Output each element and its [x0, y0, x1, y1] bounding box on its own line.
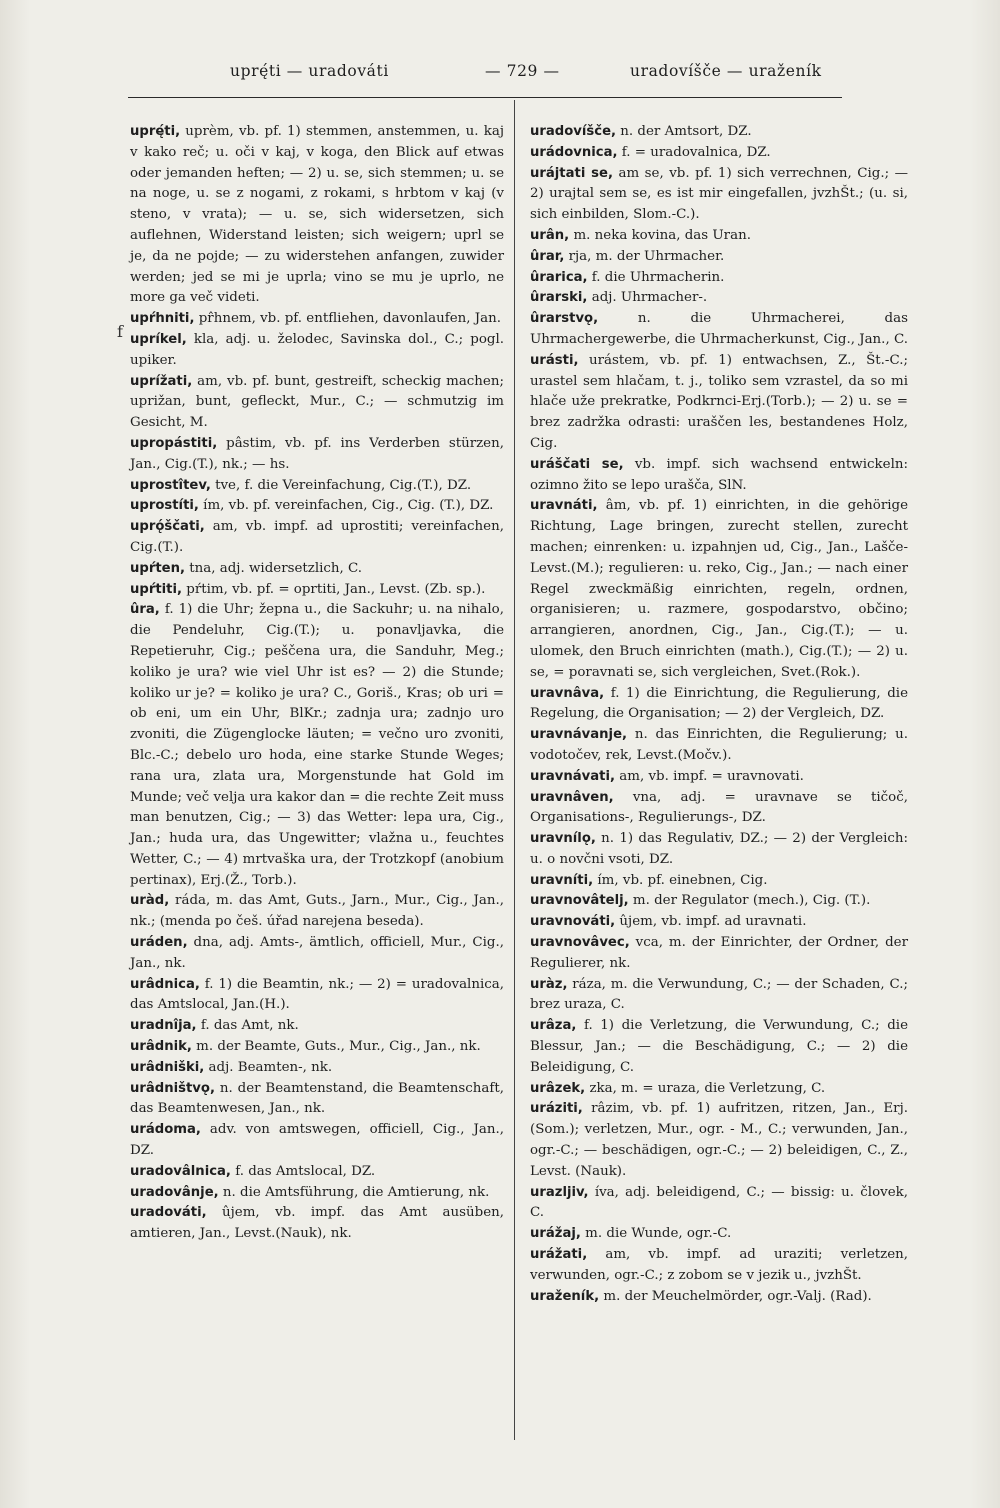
entry-definition: ím, vb. pf. einebnen, Cig. — [593, 872, 768, 888]
entry-definition: adj. Uhrmacher-. — [587, 290, 708, 306]
entry-headword: uravnávati, — [530, 768, 616, 784]
dictionary-entry — [130, 1183, 504, 1204]
entry-headword: uradovânje, — [130, 1184, 219, 1200]
entry-definition: m. die Wunde, ogr.-C. — [580, 1226, 732, 1242]
entry-definition: n. der Amtsort, DZ. — [616, 124, 752, 139]
entry-definition: kla, adj. u. želodec, Savinska dol., C.; pogl. upiker. — [130, 331, 504, 368]
entry-headword: uradnîja, — [130, 1018, 197, 1034]
entry-definition: ûjem, vb. impf. ad uravnati. — [615, 914, 807, 930]
entry-headword: ûrarstvǫ, — [530, 311, 599, 327]
entry-definition: f. 1) die Verletzung, die Verwundung, C.; die Blessur, Jan.; — die Beschädigung, C.; — 2) die Beleidigung, C. — [530, 1018, 908, 1075]
entry-definition: am, vb. impf. = uravnovati. — [615, 768, 804, 784]
entry-headword: urásti, — [530, 352, 579, 368]
entry-headword: urâdništvǫ, — [130, 1080, 215, 1096]
entry-headword: uprížati, — [130, 373, 193, 389]
running-header — [200, 62, 860, 88]
entry-definition: n. die Uhrmacherei, das Uhrmachergewerbe, die Uhrmacherkunst, Cig., Jan., C. — [530, 311, 908, 347]
dictionary-entry — [130, 559, 504, 580]
dictionary-entry — [130, 975, 504, 1017]
entry-definition: am, vb. impf. ad uprostiti; vereinfachen, Cig.(T.). — [130, 519, 504, 555]
dictionary-entry — [130, 1016, 504, 1037]
entry-headword: uráziti, — [530, 1101, 583, 1117]
dictionary-entry — [530, 1245, 908, 1287]
entry-headword: uravnovâtelj, — [530, 893, 629, 909]
entry-definition: rja, m. der Uhrmacher. — [564, 248, 725, 264]
entry-headword: uràz, — [530, 976, 568, 992]
header-left-guide: uprę́ti — uradováti — [230, 62, 389, 80]
dictionary-entry — [130, 1120, 504, 1162]
entry-definition: f. 1) die Einrichtung, die Regulierung, die Regelung, die Organisation; — 2) der Vergleich, DZ. — [530, 685, 908, 722]
page-number: — 729 — — [485, 62, 560, 80]
dictionary-entry — [130, 372, 504, 434]
dictionary-entry — [530, 226, 908, 247]
entry-headword: upríkel, — [130, 331, 187, 347]
entry-headword: urâdnica, — [130, 976, 200, 992]
entry-definition: n. das Einrichten, die Regulierung; u. vodotočev, rek, Levst.(Močv.). — [530, 727, 908, 763]
dictionary-entry — [130, 891, 504, 933]
entry-definition: f. die Uhrmacherin. — [587, 269, 725, 285]
dictionary-entry — [130, 330, 504, 372]
entry-definition: zka, m. = uraza, die Verletzung, C. — [585, 1080, 826, 1096]
dictionary-entry — [130, 1162, 504, 1183]
dictionary-entry — [530, 288, 908, 309]
entry-definition: f. das Amtslocal, DZ. — [230, 1163, 376, 1179]
entry-definition: m. der Meuchelmörder, ogr.-Valj. (Rad). — [599, 1288, 872, 1304]
entry-headword: uravnávanje, — [530, 727, 628, 743]
entry-headword: uravnâva, — [530, 685, 605, 701]
entry-headword: uravnováti, — [530, 914, 616, 930]
entry-definition: ûjem, vb. impf. das Amt ausüben, amtieren, Jan., Levst.(Nauk), nk. — [130, 1205, 504, 1242]
entry-definition: dna, adj. Amts-, ämtlich, officiell, Mur., Cig., Jan., nk. — [130, 935, 504, 971]
dictionary-entry — [530, 309, 908, 351]
entry-definition: ráda, m. das Amt, Guts., Jarn., Mur., Cig., Jan., nk.; (menda po češ. úřad narejena beseda). — [130, 893, 504, 930]
dictionary-entry — [530, 975, 908, 1017]
entry-definition: f. das Amt, nk. — [196, 1018, 299, 1034]
entry-headword: uradovíšče, — [530, 124, 617, 139]
entry-headword: urádoma, — [130, 1122, 201, 1138]
entry-headword: urân, — [530, 227, 570, 243]
entry-headword: uradováti, — [130, 1205, 207, 1221]
dictionary-entry — [130, 517, 504, 559]
entry-definition: n. die Amtsführung, die Amtierung, nk. — [218, 1184, 490, 1200]
entry-headword: urájtati se, — [530, 165, 613, 181]
dictionary-entry — [530, 871, 908, 892]
dictionary-entry — [130, 476, 504, 497]
entry-headword: ûra, — [130, 602, 160, 618]
dictionary-entry — [530, 247, 908, 268]
entry-headword: ûrarski, — [530, 290, 588, 306]
entry-definition: ím, vb. pf. vereinfachen, Cig., Cig. (T.), DZ. — [198, 498, 494, 514]
entry-definition: m. der Beamte, Guts., Mur., Cig., Jan., nk. — [191, 1039, 481, 1055]
dictionary-entry — [530, 788, 908, 830]
entry-definition: am se, vb. pf. 1) sich verrechnen, Cig.; — 2) urajtal sem se, es ist mir eingefallen, jvzhŠt.; (u. si, sich einbilden, Slom.-C.). — [530, 165, 908, 223]
entry-definition: am, vb. pf. bunt, gestreift, scheckig machen; uprižan, bunt, gefleckt, Mur., C.; — schmutzig im Gesicht, M. — [130, 373, 504, 431]
dictionary-entry — [130, 600, 504, 891]
dictionary-entry — [530, 1079, 908, 1100]
dictionary-entry — [530, 767, 908, 788]
dictionary-entry — [530, 122, 908, 143]
entry-headword: uraženík, — [530, 1288, 600, 1304]
entry-definition: f. = uradovalnica, DZ. — [617, 144, 771, 160]
entry-definition: tna, adj. widersetzlich, C. — [184, 560, 363, 576]
entry-definition: tve, f. die Vereinfachung, Cig.(T.), DZ. — [210, 477, 472, 493]
column-divider — [514, 100, 515, 1440]
entry-definition: pr̂hnem, vb. pf. entfliehen, davonlaufen, Jan. — [194, 311, 501, 327]
dictionary-entry — [530, 143, 908, 164]
entry-headword: urážati, — [530, 1247, 588, 1263]
entry-headword: urâza, — [530, 1018, 577, 1034]
entry-headword: upŕten, — [130, 560, 185, 576]
entry-definition: f. 1) die Uhr; žepna u., die Sackuhr; u. na nihalo, die Pendeluhr, Cig.(T.); u. ponavljavka, die Repetieruhr, Cig.; peščena ura, die Sanduhr, Meg.; koliko je ura? wie viel Uhr ist es? — 2) die Stunde; koliko ur je? = koliko je ura? C., Goriš., Kras; ob uri = ob eni, um ein Uhr, BlKr.; zadnja ura; zadnjo uro zvoniti, die Zügenglocke läuten; = večno uro zvoniti, Blc.-C.; debelo uro hoda, eine starke Stunde Weges; rana ura, zlata ura, Morgenstunde hat Gold im Munde; več velja ura kakor dan = die rechte Zeit muss man benutzen, Cig.; — 3) das Wetter: lepa ura, Cig., Jan.; huda ura, das Ungewitter; vlažna u., feuchtes Wetter, C.; — 4) mrtvaška ura, der Trotzkopf (anobium pertinax), Erj.(Ž., Torb.). — [130, 602, 505, 888]
dictionary-entry — [130, 1203, 504, 1245]
dictionary-entry — [530, 164, 908, 226]
entry-definition: am, vb. impf. ad uraziti; verletzen, verwunden, ogr.-C.; z zobom se v jezik u., jvzhŠt. — [530, 1247, 908, 1283]
entry-definition: m. der Regulator (mech.), Cig. (T.). — [628, 893, 871, 909]
dictionary-entry — [130, 580, 504, 601]
margin-mark: f — [117, 322, 123, 341]
entry-headword: uprǫ́ščati, — [130, 519, 205, 535]
dictionary-entry — [130, 122, 504, 309]
dictionary-entry — [530, 351, 908, 455]
entry-definition: uprèm, vb. pf. 1) stemmen, anstemmen, u. kaj v kako reč; u. oči v kaj, v koga, den Blick auf etwas oder jemanden heften; — 2) u. se, sich stemmen; u. se na noge, u. se z nogami, z rokami, s hrbtom v kaj (v steno, v vrata); — u. se, sich widersetzen, sich auflehnen, Widerstand leisten; sich weigern; uprl se je, da ne pojde; — zu widerstehen anfangen, zuwider werden; jed se mi je uprla; vino se mu je uprlo, ne more ga več videti. — [130, 124, 504, 306]
dictionary-entry — [130, 1037, 504, 1058]
entry-headword: uprę́ti, — [130, 124, 181, 139]
dictionary-entry — [130, 1058, 504, 1079]
entry-headword: upropástiti, — [130, 435, 218, 451]
dictionary-entry — [530, 1224, 908, 1245]
entry-definition: vca, m. der Einrichter, der Ordner, der Regulierer, nk. — [530, 935, 908, 971]
entry-headword: urádovnica, — [530, 144, 618, 160]
entry-headword: upŕhniti, — [130, 311, 195, 327]
dictionary-entry — [530, 455, 908, 497]
dictionary-entry — [130, 309, 504, 330]
dictionary-entry — [530, 684, 908, 726]
entry-headword: uravnílǫ, — [530, 831, 596, 847]
entry-definition: íva, adj. beleidigend, C.; — bissig: u. človek, C. — [530, 1184, 908, 1221]
entry-definition: adv. von amtswegen, officiell, Cig., Jan., DZ. — [130, 1122, 504, 1159]
entry-headword: uradovâlnica, — [130, 1163, 231, 1179]
entry-headword: ûrar, — [530, 248, 565, 264]
dictionary-entry — [530, 933, 908, 975]
dictionary-entry — [530, 891, 908, 912]
dictionary-entry — [530, 1016, 908, 1078]
entry-headword: uprostíti, — [130, 498, 199, 514]
right-column — [530, 122, 908, 1307]
entry-definition: f. 1) die Beamtin, nk.; — 2) = uradovalnica, das Amtslocal, Jan.(H.). — [130, 976, 504, 1013]
entry-definition: urástem, vb. pf. 1) entwachsen, Z., Št.-C.; urastel sem hlačam, t. j., toliko sem vzrastel, da so mi hlače uže prekratke, Podkrnci-Erj.(Torb.); — 2) u. se = brez zadržka odrasti: uraščen les, bestandenes Holz, Cig. — [530, 352, 908, 451]
dictionary-entry — [530, 1183, 908, 1225]
dictionary-entry — [530, 1287, 908, 1308]
entry-definition: vb. impf. sich wachsend entwickeln: ozimno žito se lepo urašča, SlN. — [530, 456, 908, 493]
entry-headword: urâdnik, — [130, 1039, 192, 1055]
entry-headword: uravnâven, — [530, 789, 614, 805]
dictionary-entry — [130, 1079, 504, 1121]
dictionary-entry — [130, 496, 504, 517]
entry-definition: pâstim, vb. pf. ins Verderben stürzen, Jan., Cig.(T.), nk.; — hs. — [130, 435, 504, 472]
entry-headword: uráden, — [130, 935, 188, 951]
dictionary-entry — [530, 829, 908, 871]
dictionary-entry — [530, 725, 908, 767]
entry-headword: upŕtiti, — [130, 581, 182, 597]
entry-headword: uráščati se, — [530, 456, 624, 472]
entry-headword: urâzek, — [530, 1080, 586, 1096]
dictionary-entry — [530, 268, 908, 289]
entry-headword: uràd, — [130, 893, 170, 909]
entry-definition: pŕtim, vb. pf. = oprtiti, Jan., Levst. (Zb. sp.). — [182, 581, 486, 597]
dictionary-entry — [130, 434, 504, 476]
entry-headword: uprostîtev, — [130, 477, 211, 493]
entry-headword: urâdniški, — [130, 1059, 205, 1075]
entry-headword: uravníti, — [530, 872, 594, 888]
dictionary-entry — [530, 1099, 908, 1182]
entry-headword: uravnovâvec, — [530, 935, 630, 951]
entry-definition: ráza, m. die Verwundung, C.; — der Schaden, C.; brez uraza, C. — [530, 976, 908, 1013]
left-column — [130, 122, 504, 1245]
entry-definition: vna, adj. = uravnave se tičoč, Organisations-, Regulierungs-, DZ. — [530, 789, 908, 826]
entry-headword: urazljiv, — [530, 1184, 589, 1200]
entry-definition: m. neka kovina, das Uran. — [569, 227, 751, 243]
entry-definition: n. der Beamtenstand, die Beamtenschaft, das Beamtenwesen, Jan., nk. — [130, 1080, 504, 1117]
entry-definition: âm, vb. pf. 1) einrichten, in die gehörige Richtung, Lage bringen, zurecht stellen, zurecht machen; einrenken: u. izpahnjen ud, Cig., Jan., Lašče-Levst.(M.); regulieren: u. reko, Cig., Jan.; — nach einer Regel zweckmäßig einrichten, regeln, ordnen, organisieren; u. razmere, gospodarstvo, občino; arrangieren, anordnen, Cig., Jan., Cig.(T.); — u. ulomek, den Bruch einrichten (math.), Cig.(T.); — 2) u. se, = poravnati se, sich vergleichen, Svet.(Rok.). — [530, 498, 908, 680]
header-rule — [128, 97, 842, 98]
entry-definition: n. 1) das Regulativ, DZ.; — 2) der Vergleich: u. o novčni vsoti, DZ. — [530, 831, 908, 867]
entry-definition: adj. Beamten-, nk. — [204, 1059, 333, 1075]
entry-headword: ûrarica, — [530, 269, 588, 285]
dictionary-entry — [530, 496, 908, 683]
dictionary-entry — [530, 912, 908, 933]
dictionary-entry — [130, 933, 504, 975]
entry-headword: uravnáti, — [530, 498, 598, 514]
header-right-guide: uradovíšče — uraženík — [630, 62, 822, 80]
entry-headword: urážaj, — [530, 1226, 581, 1242]
entry-definition: râzim, vb. pf. 1) aufritzen, ritzen, Jan., Erj.(Som.); verletzen, Mur., ogr. - M., C.; verwunden, Jan., ogr.-C.; — beschädigen, ogr.-C.; — 2) beleidigen, C., Z., Levst. (Nauk). — [530, 1101, 908, 1179]
